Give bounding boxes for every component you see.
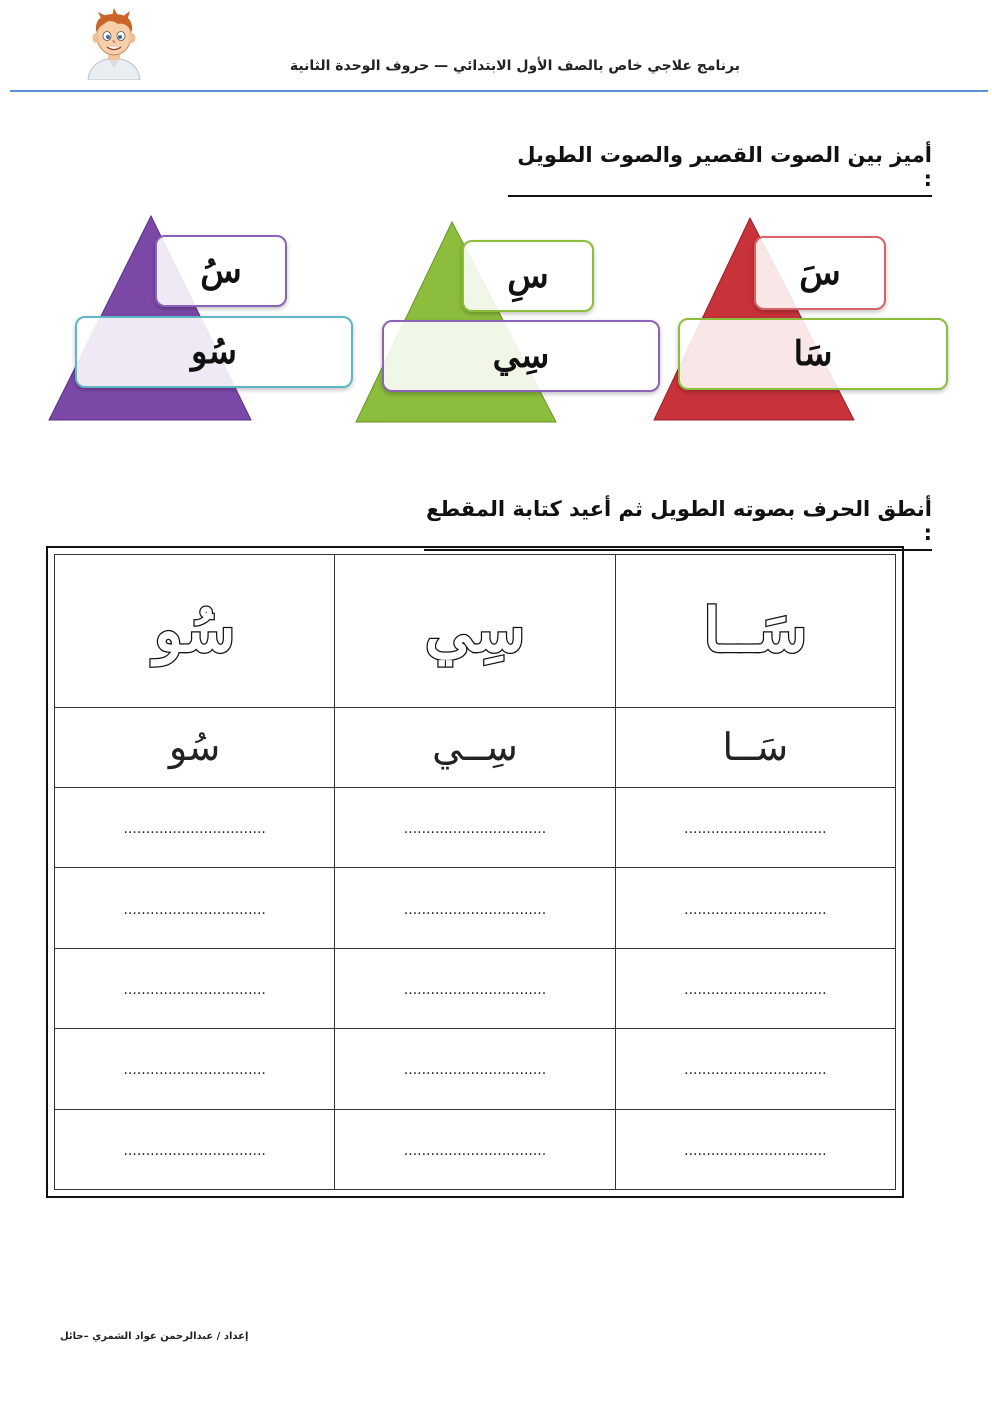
table-row xyxy=(55,1109,896,1189)
short-sound-text: سُ xyxy=(200,251,242,291)
model-syllable: سِــي xyxy=(432,725,518,770)
dotted-line: ................................ xyxy=(123,1142,266,1159)
short-sound-box xyxy=(155,235,287,307)
writing-cell[interactable] xyxy=(335,868,615,948)
model-syllable: سَــا xyxy=(722,725,789,770)
dotted-line: ................................ xyxy=(123,821,266,838)
writing-cell[interactable] xyxy=(55,1029,335,1109)
writing-cell[interactable] xyxy=(335,1109,615,1189)
model-syllable: سُو xyxy=(168,725,221,770)
dotted-line: ................................ xyxy=(403,1142,547,1159)
dotted-line: ................................ xyxy=(123,901,266,918)
dotted-line: ................................ xyxy=(403,982,547,999)
large-syllable: سَــا xyxy=(703,595,808,666)
dotted-line: ................................ xyxy=(684,1062,827,1079)
dotted-line: ................................ xyxy=(123,1062,266,1079)
short-sound-text: سِ xyxy=(507,256,549,296)
table-cell xyxy=(335,555,615,708)
dotted-line: ................................ xyxy=(684,1142,827,1159)
long-sound-box xyxy=(382,320,660,392)
short-sound-box xyxy=(462,240,594,312)
section1-title: أميز بين الصوت القصير والصوت الطويل : xyxy=(508,143,932,197)
table-row xyxy=(55,1029,896,1109)
writing-cell[interactable] xyxy=(335,1029,615,1109)
long-sound-box xyxy=(75,316,353,388)
table-row xyxy=(55,868,896,948)
short-sound-box xyxy=(754,236,886,310)
dotted-line: ................................ xyxy=(684,901,827,918)
dotted-line: ................................ xyxy=(403,901,547,918)
writing-cell[interactable] xyxy=(615,948,895,1028)
table-row xyxy=(55,948,896,1028)
table-cell xyxy=(615,555,895,708)
table-cell xyxy=(335,707,615,787)
writing-cell[interactable] xyxy=(615,868,895,948)
table-row xyxy=(55,788,896,868)
long-sound-text: سُو xyxy=(190,332,238,372)
header-divider xyxy=(10,90,988,92)
long-sound-text: سَا xyxy=(793,334,833,374)
writing-cell[interactable] xyxy=(55,788,335,868)
dotted-line: ................................ xyxy=(684,821,827,838)
dotted-line: ................................ xyxy=(684,982,827,999)
boy-avatar-icon xyxy=(78,8,150,80)
writing-cell[interactable] xyxy=(615,1029,895,1109)
syllable-group-kasra xyxy=(352,210,662,425)
dotted-line: ................................ xyxy=(123,982,266,999)
writing-cell[interactable] xyxy=(615,1109,895,1189)
short-sound-text: سَ xyxy=(799,253,841,293)
page-header xyxy=(0,0,992,96)
dotted-line: ................................ xyxy=(403,1062,547,1079)
table-row-model-syllables xyxy=(55,707,896,787)
table-cell xyxy=(55,555,335,708)
table-row-large-syllables xyxy=(55,555,896,708)
header-title: برنامج علاجي خاص بالصف الأول الابتدائي — حروف الوحدة الثانية xyxy=(289,58,740,74)
writing-cell[interactable] xyxy=(55,868,335,948)
practice-grid xyxy=(54,554,896,1190)
writing-cell[interactable] xyxy=(55,1109,335,1189)
large-syllable: سُو xyxy=(154,595,236,666)
syllable-group-fatha xyxy=(650,210,950,425)
section2-title: أنطق الحرف بصوته الطويل ثم أعيد كتابة المقطع : xyxy=(424,497,932,551)
writing-cell[interactable] xyxy=(615,788,895,868)
long-sound-text: سِي xyxy=(492,336,550,376)
syllable-group-damma xyxy=(45,210,357,425)
writing-cell[interactable] xyxy=(55,948,335,1028)
footer-credit: إعداد / عبدالرحمن عواد الشمري –حائل xyxy=(60,1331,249,1342)
writing-practice-table xyxy=(46,546,904,1198)
table-cell xyxy=(615,707,895,787)
dotted-line: ................................ xyxy=(403,821,547,838)
long-sound-box xyxy=(678,318,948,390)
writing-cell[interactable] xyxy=(335,948,615,1028)
table-cell xyxy=(55,707,335,787)
writing-cell[interactable] xyxy=(335,788,615,868)
large-syllable: سِي xyxy=(424,595,526,666)
